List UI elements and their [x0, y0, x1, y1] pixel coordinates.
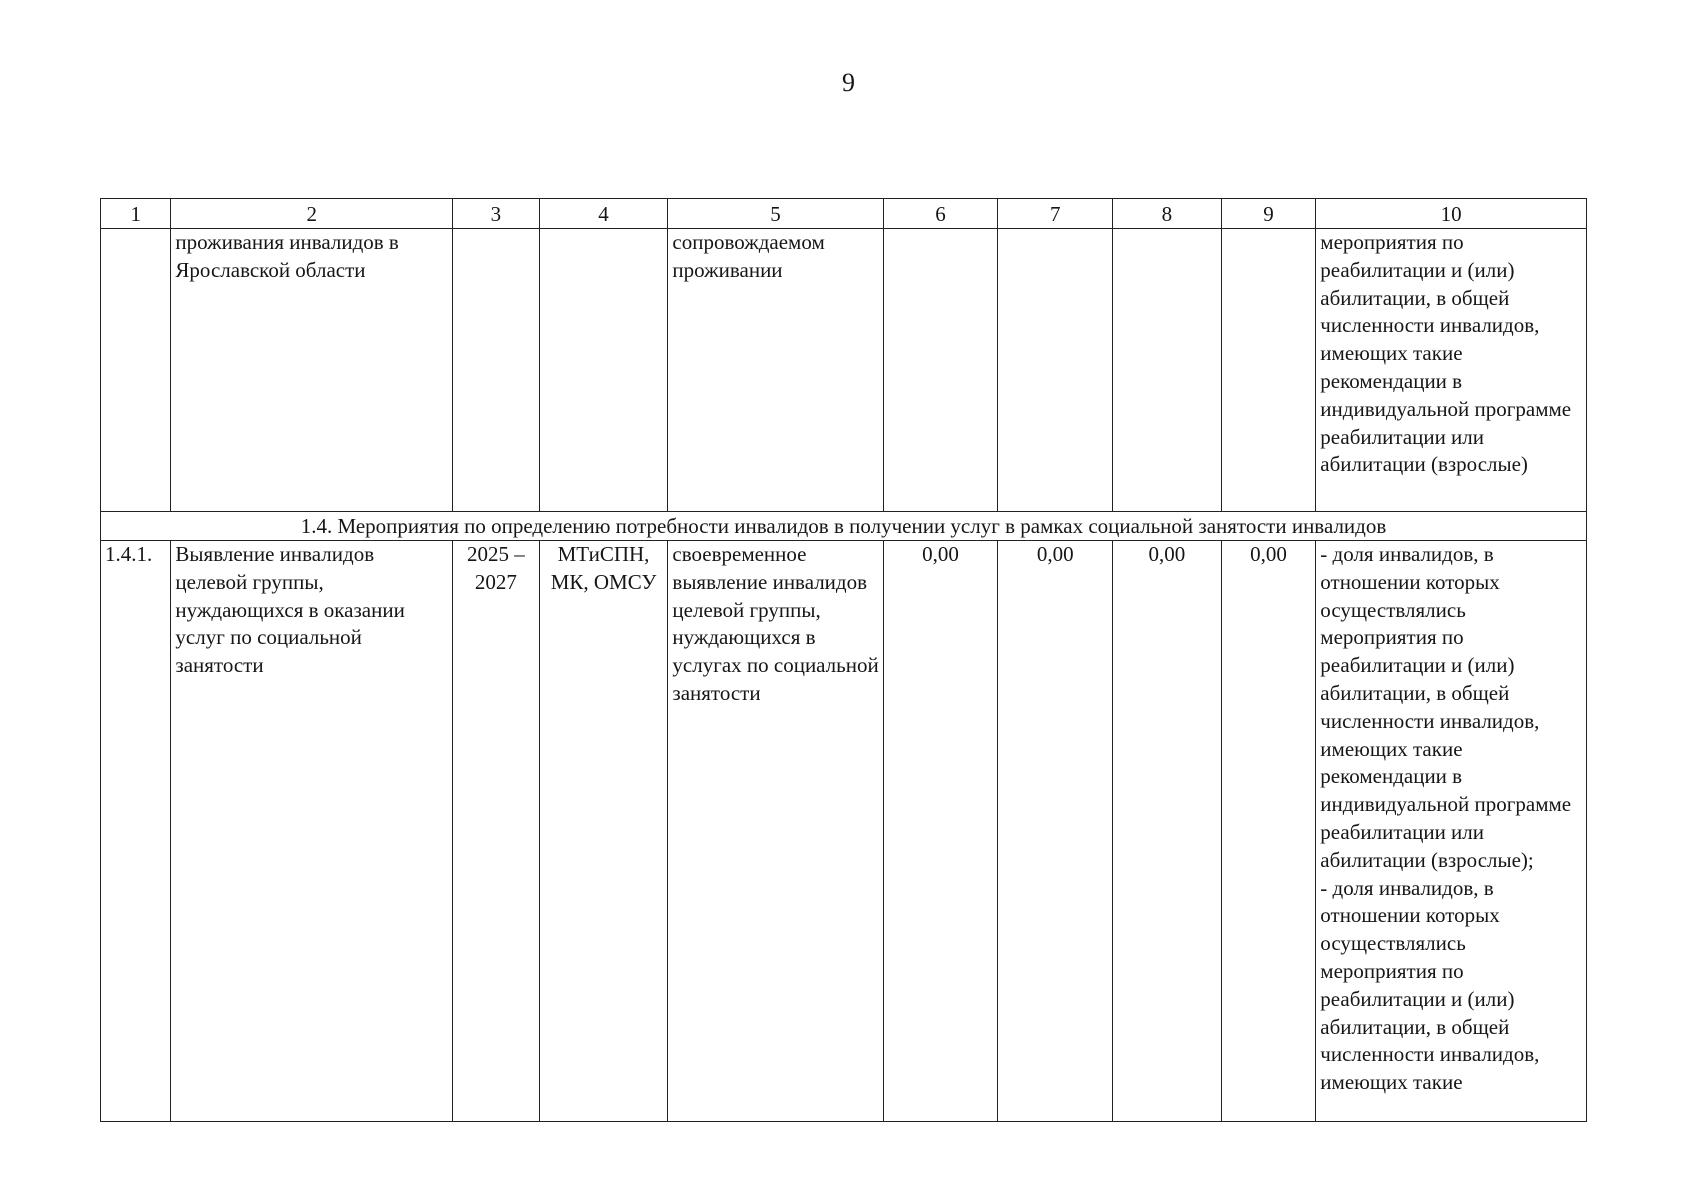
item-cell-number: 1.4.1.: [101, 541, 171, 1122]
header-cell-3: 3: [453, 199, 540, 229]
cont-cell-event: проживания инвалидов в Ярославской области: [171, 229, 453, 512]
header-cell-2: 2: [171, 199, 453, 229]
cont-cell-8: [1113, 229, 1222, 512]
cont-cell-6: [883, 229, 998, 512]
cont-cell-period: [453, 229, 540, 512]
header-cell-4: 4: [539, 199, 668, 229]
header-cell-1: 1: [101, 199, 171, 229]
item-cell-period: 2025 – 2027: [453, 541, 540, 1122]
cont-cell-indicator: мероприятия по реабилитации и (или) абилитации, в общей численности инвалидов, имеющих такие рекомендации в индивидуальной программе реабилитации или абилитации (взрослые): [1316, 229, 1587, 512]
header-cell-6: 6: [883, 199, 998, 229]
header-cell-8: 8: [1113, 199, 1222, 229]
item-cell-indicator: [1316, 541, 1587, 1122]
item-cell-executor: МТиСПН, МК, ОМСУ: [539, 541, 668, 1122]
cont-cell-number: [101, 229, 171, 512]
indicator-text-2: - доля инвалидов, в отношении которых осуществлялись мероприятия по реабилитации и (или) абилитации, в общей численности инвалидов, имеющих такие: [1320, 875, 1540, 1095]
item-cell-9: 0,00: [1221, 541, 1316, 1122]
item-cell-8: 0,00: [1113, 541, 1222, 1122]
cont-cell-executor: [539, 229, 668, 512]
item-row: [101, 541, 1587, 1122]
indicator-text-1: - доля инвалидов, в отношении которых осуществлялись мероприятия по реабилитации и (или) абилитации, в общей численности инвалидов, имеющих такие рекомендации в индивидуальной программе реабилитации или абилитации (взрослые);: [1320, 542, 1572, 872]
continuation-row: [101, 229, 1587, 512]
header-cell-7: 7: [998, 199, 1113, 229]
header-cell-5: 5: [668, 199, 883, 229]
cont-cell-result: сопровождаемом проживании: [668, 229, 883, 512]
cont-cell-7: [998, 229, 1113, 512]
item-cell-7: 0,00: [998, 541, 1113, 1122]
header-cell-9: 9: [1221, 199, 1316, 229]
page-number: 9: [842, 68, 855, 97]
item-cell-result: своевременное выявление инвалидов целевой группы, нуждающихся в услугах по социальной занятости: [668, 541, 883, 1122]
section-heading-row: [101, 512, 1587, 541]
section-heading: 1.4. Мероприятия по определению потребности инвалидов в получении услуг в рамках социальной занятости инвалидов: [101, 512, 1587, 541]
header-cell-10: 10: [1316, 199, 1587, 229]
item-cell-event: Выявление инвалидов целевой группы, нуждающихся в оказании услуг по социальной занятости: [171, 541, 453, 1122]
program-table: [100, 198, 1587, 1122]
cont-cell-9: [1221, 229, 1316, 512]
item-cell-6: 0,00: [883, 541, 998, 1122]
header-row: [101, 199, 1587, 229]
